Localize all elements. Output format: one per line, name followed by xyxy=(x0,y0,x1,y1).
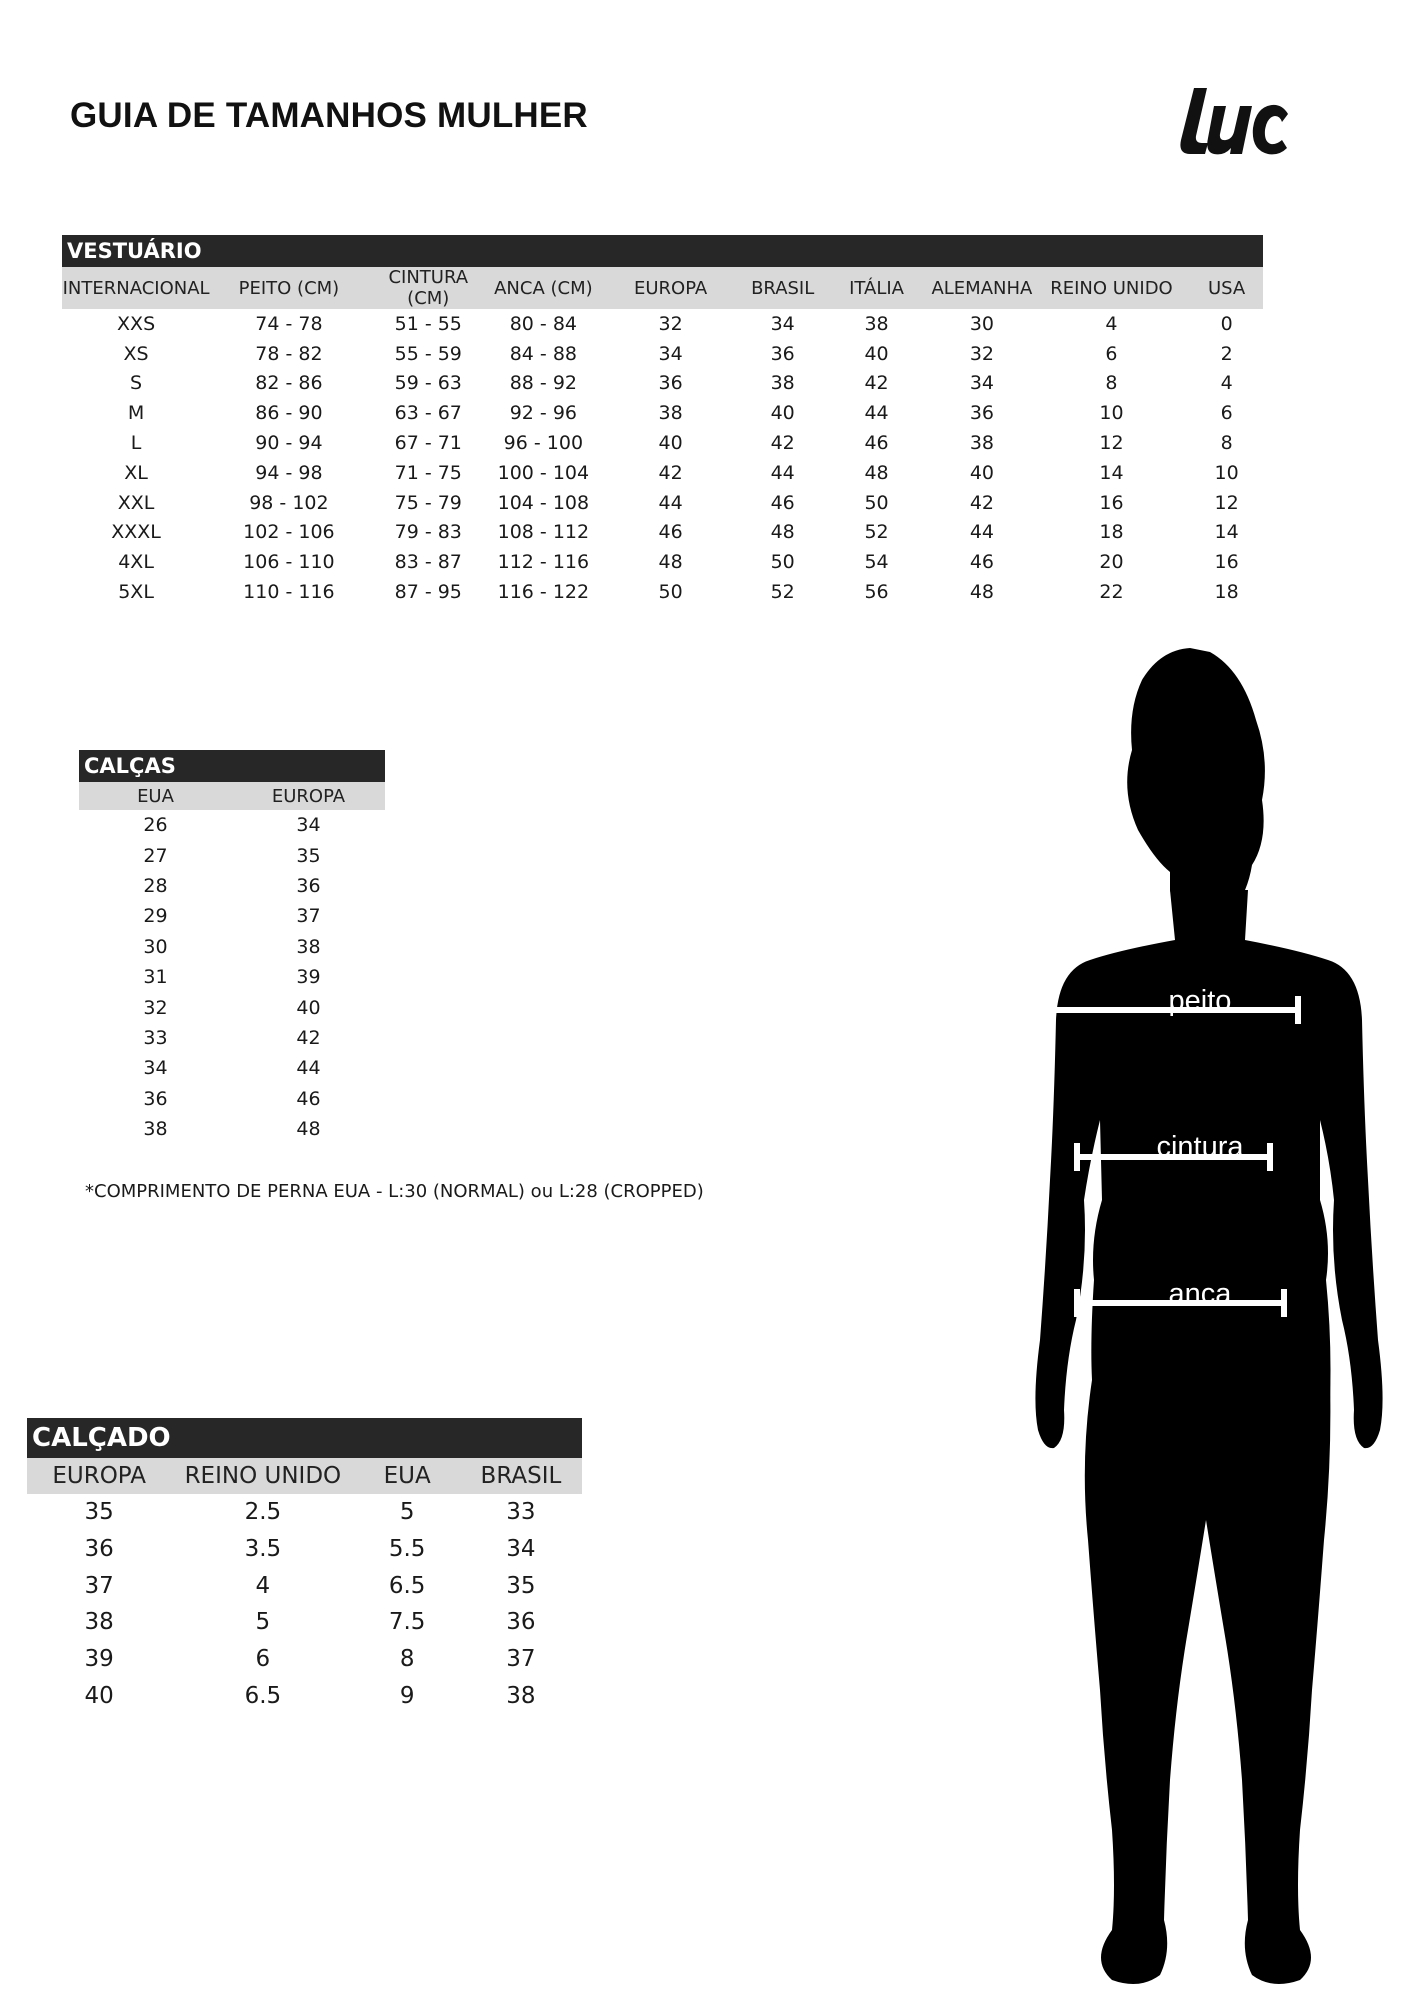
table-cell: 28 xyxy=(143,874,168,897)
column-header: BRASIL xyxy=(460,1458,582,1494)
table-cell: 42 xyxy=(658,461,683,484)
table-row xyxy=(79,1114,385,1144)
table-cell: 36 xyxy=(969,402,994,425)
table-cell: 32 xyxy=(658,312,683,335)
table-cell: 32 xyxy=(969,342,994,365)
column-header: INTERNACIONAL xyxy=(62,267,210,309)
table-cell: 33 xyxy=(506,1499,536,1526)
table-cell: 37 xyxy=(84,1572,114,1599)
column-header: EUA xyxy=(354,1458,459,1494)
column-header: BRASIL xyxy=(743,267,822,309)
table-cell: 22 xyxy=(1099,581,1124,604)
table-cell: 59 - 63 xyxy=(394,372,462,395)
table-cell: 36 xyxy=(658,372,683,395)
table-cell: 112 - 116 xyxy=(497,551,590,574)
table-row xyxy=(27,1677,582,1714)
table-cell: 48 xyxy=(770,521,795,544)
table-cell: 63 - 67 xyxy=(394,402,462,425)
table-cell: 35 xyxy=(296,844,321,867)
table-cell: 78 - 82 xyxy=(255,342,323,365)
column-header: ANCA (CM) xyxy=(489,267,598,309)
table-cell: 10 xyxy=(1099,402,1124,425)
table-cell: 108 - 112 xyxy=(497,521,590,544)
table-cell: 44 xyxy=(296,1057,321,1080)
table-cell: 30 xyxy=(969,312,994,335)
table-cell: 6 xyxy=(1220,402,1233,425)
table-cell: 6.5 xyxy=(388,1572,426,1599)
table-cell: 35 xyxy=(506,1572,536,1599)
table-cell: 38 xyxy=(143,1118,168,1141)
table-cell: 2 xyxy=(1220,342,1233,365)
table-cell: 56 xyxy=(864,581,889,604)
table-cell: S xyxy=(130,372,143,395)
chest-label: peito xyxy=(1168,985,1232,1017)
table-cell: 106 - 110 xyxy=(243,551,335,574)
table-cell: 36 xyxy=(143,1087,168,1110)
table-cell: 34 xyxy=(143,1057,168,1080)
table-cell: 12 xyxy=(1099,432,1124,455)
table-cell: 96 - 100 xyxy=(503,432,584,455)
table-row xyxy=(62,547,1263,577)
table-cell: 42 xyxy=(770,432,795,455)
table-cell: 44 xyxy=(864,402,889,425)
table-cell: 6.5 xyxy=(244,1682,282,1709)
table-cell: 34 xyxy=(506,1536,536,1563)
table-cell: 52 xyxy=(770,581,795,604)
table-cell: 48 xyxy=(969,581,994,604)
column-header: EUROPA xyxy=(598,267,743,309)
table-cell: 27 xyxy=(143,844,168,867)
table-cell: 44 xyxy=(658,491,683,514)
table-row xyxy=(27,1494,582,1531)
table-cell: 55 - 59 xyxy=(394,342,462,365)
column-header: REINO UNIDO xyxy=(1033,267,1191,309)
table-cell: 34 xyxy=(770,312,795,335)
table-cell: 2.5 xyxy=(244,1499,282,1526)
table-cell: 5XL xyxy=(118,581,154,604)
clothing-size-table xyxy=(62,235,1263,607)
table-cell: 46 xyxy=(658,521,683,544)
table-cell: 34 xyxy=(658,342,683,365)
table-cell: M xyxy=(127,402,145,425)
table-cell: 5 xyxy=(399,1499,415,1526)
column-header: EUROPA xyxy=(27,1458,171,1494)
table-cell: 18 xyxy=(1214,581,1239,604)
table-cell: 86 - 90 xyxy=(255,402,323,425)
table-row xyxy=(62,398,1263,428)
table-cell: 26 xyxy=(143,814,168,837)
table-cell: 16 xyxy=(1099,491,1124,514)
table-row xyxy=(62,488,1263,518)
table-row xyxy=(62,518,1263,548)
table-row xyxy=(27,1567,582,1604)
table-cell: 35 xyxy=(84,1499,114,1526)
table-cell: 84 - 88 xyxy=(509,342,578,365)
table-cell: 104 - 108 xyxy=(497,491,590,514)
table-row xyxy=(27,1604,582,1641)
table-cell: 87 - 95 xyxy=(394,581,462,604)
table-cell: 38 xyxy=(969,432,994,455)
table-row xyxy=(79,901,385,931)
table-cell: XL xyxy=(124,461,148,484)
column-header: EUA xyxy=(79,782,232,810)
pants-size-table xyxy=(79,750,385,1144)
table-row xyxy=(62,577,1263,607)
table-cell: 16 xyxy=(1214,551,1239,574)
table-cell: 38 xyxy=(296,935,321,958)
table-cell: 110 - 116 xyxy=(243,581,335,604)
table-row xyxy=(62,309,1263,339)
table-row xyxy=(62,369,1263,399)
table-cell: XS xyxy=(123,342,149,365)
table-cell: 7.5 xyxy=(388,1609,426,1636)
table-cell: 48 xyxy=(296,1118,321,1141)
table-cell: 5.5 xyxy=(388,1536,426,1563)
table-cell: 51 - 55 xyxy=(394,312,462,335)
table-row xyxy=(27,1641,582,1678)
table-cell: 29 xyxy=(143,905,168,928)
table-cell: 4 xyxy=(1220,372,1233,395)
table-cell: 6 xyxy=(255,1646,271,1673)
table-cell: 30 xyxy=(143,935,168,958)
table-row xyxy=(79,962,385,992)
table-row xyxy=(79,992,385,1022)
table-cell: 38 xyxy=(84,1609,114,1636)
table-cell: 100 - 104 xyxy=(497,461,590,484)
leg-length-note: *COMPRIMENTO DE PERNA EUA - L:30 (NORMAL) ou L:28 (CROPPED) xyxy=(85,1181,704,1202)
table-cell: 83 - 87 xyxy=(394,551,462,574)
table-cell: 38 xyxy=(506,1682,536,1709)
table-row xyxy=(79,871,385,901)
table-cell: 88 - 92 xyxy=(509,372,578,395)
table-cell: 4XL xyxy=(118,551,154,574)
table-row xyxy=(79,1053,385,1083)
table-cell: 39 xyxy=(296,966,321,989)
table-cell: 10 xyxy=(1214,461,1239,484)
luc-logo-icon xyxy=(1176,80,1296,158)
table-cell: 52 xyxy=(864,521,889,544)
table-cell: 98 - 102 xyxy=(249,491,329,514)
table-cell: 40 xyxy=(864,342,889,365)
table-cell: 40 xyxy=(296,996,321,1019)
table-cell: 50 xyxy=(770,551,795,574)
table-row xyxy=(79,1023,385,1053)
table-cell: 48 xyxy=(658,551,683,574)
table-row xyxy=(27,1531,582,1568)
table-cell: 8 xyxy=(1105,372,1118,395)
table-cell: XXL xyxy=(117,491,155,514)
table-cell: 14 xyxy=(1214,521,1239,544)
table-cell: 40 xyxy=(969,461,994,484)
table-cell: 38 xyxy=(864,312,889,335)
hip-label: anca xyxy=(1168,1278,1232,1310)
table-cell: 36 xyxy=(84,1536,114,1563)
table-cell: 46 xyxy=(864,432,889,455)
table-cell: 33 xyxy=(143,1026,168,1049)
table-cell: 18 xyxy=(1099,521,1124,544)
table-cell: L xyxy=(130,432,142,455)
table-cell: 0 xyxy=(1220,312,1233,335)
table-cell: 40 xyxy=(658,432,683,455)
table-cell: 82 - 86 xyxy=(255,372,323,395)
table-cell: 67 - 71 xyxy=(394,432,462,455)
table-cell: 8 xyxy=(1220,432,1233,455)
table-cell: 6 xyxy=(1105,342,1118,365)
table-cell: 32 xyxy=(143,996,168,1019)
table-cell: 38 xyxy=(770,372,795,395)
table-cell: 75 - 79 xyxy=(394,491,462,514)
table-cell: 36 xyxy=(506,1609,536,1636)
table-cell: XXS xyxy=(117,312,156,335)
table-cell: 90 - 94 xyxy=(255,432,323,455)
table-cell: 36 xyxy=(770,342,795,365)
table-row xyxy=(62,339,1263,369)
page-title: GUIA DE TAMANHOS MULHER xyxy=(70,96,588,135)
table-cell: 54 xyxy=(864,551,889,574)
table-cell: 80 - 84 xyxy=(509,312,578,335)
table-cell: 46 xyxy=(969,551,994,574)
table-cell: 37 xyxy=(506,1646,536,1673)
table-cell: 79 - 83 xyxy=(394,521,462,544)
table-cell: 12 xyxy=(1214,491,1239,514)
table-cell: 48 xyxy=(864,461,889,484)
table-cell: 14 xyxy=(1099,461,1124,484)
table-cell: 46 xyxy=(770,491,795,514)
waist-label: cintura xyxy=(1156,1131,1244,1163)
table-cell: 3.5 xyxy=(244,1536,282,1563)
table-cell: 37 xyxy=(296,905,321,928)
table-cell: 94 - 98 xyxy=(255,461,323,484)
table-section-title: CALÇADO xyxy=(27,1418,582,1458)
female-silhouette-icon xyxy=(1020,640,1392,2000)
table-cell: 38 xyxy=(658,402,683,425)
table-cell: 4 xyxy=(1105,312,1118,335)
table-section-title: VESTUÁRIO xyxy=(62,235,1263,267)
column-header: REINO UNIDO xyxy=(171,1458,354,1494)
table-cell: 4 xyxy=(255,1572,271,1599)
table-cell: 20 xyxy=(1099,551,1124,574)
table-cell: 74 - 78 xyxy=(255,312,323,335)
table-cell: 36 xyxy=(296,874,321,897)
table-cell: 44 xyxy=(770,461,795,484)
table-cell: 40 xyxy=(84,1682,114,1709)
table-cell: 8 xyxy=(399,1646,415,1673)
table-cell: 5 xyxy=(255,1609,271,1636)
table-cell: 92 - 96 xyxy=(509,402,578,425)
table-cell: 44 xyxy=(969,521,994,544)
table-row xyxy=(62,428,1263,458)
column-header: ITÁLIA xyxy=(822,267,931,309)
column-header: EUROPA xyxy=(232,782,385,810)
table-row xyxy=(79,810,385,840)
table-cell: 34 xyxy=(296,814,321,837)
table-cell: 50 xyxy=(658,581,683,604)
table-cell: 116 - 122 xyxy=(497,581,590,604)
table-cell: 39 xyxy=(84,1646,114,1673)
table-cell: 46 xyxy=(296,1087,321,1110)
shoes-size-table xyxy=(27,1418,582,1714)
table-row xyxy=(79,1084,385,1114)
column-header: PEITO (CM) xyxy=(210,267,368,309)
table-cell: 102 - 106 xyxy=(243,521,335,544)
column-header: USA xyxy=(1190,267,1263,309)
table-cell: 42 xyxy=(969,491,994,514)
table-cell: XXXL xyxy=(111,521,161,544)
table-cell: 34 xyxy=(969,372,994,395)
table-row xyxy=(62,458,1263,488)
table-cell: 9 xyxy=(399,1682,415,1709)
table-cell: 40 xyxy=(770,402,795,425)
table-cell: 42 xyxy=(296,1026,321,1049)
column-header: CINTURA (CM) xyxy=(368,267,489,309)
table-section-title: CALÇAS xyxy=(79,750,385,782)
table-row xyxy=(79,932,385,962)
table-row xyxy=(79,840,385,870)
table-cell: 50 xyxy=(864,491,889,514)
table-cell: 42 xyxy=(864,372,889,395)
table-cell: 71 - 75 xyxy=(394,461,462,484)
table-cell: 31 xyxy=(143,966,168,989)
column-header: ALEMANHA xyxy=(931,267,1033,309)
